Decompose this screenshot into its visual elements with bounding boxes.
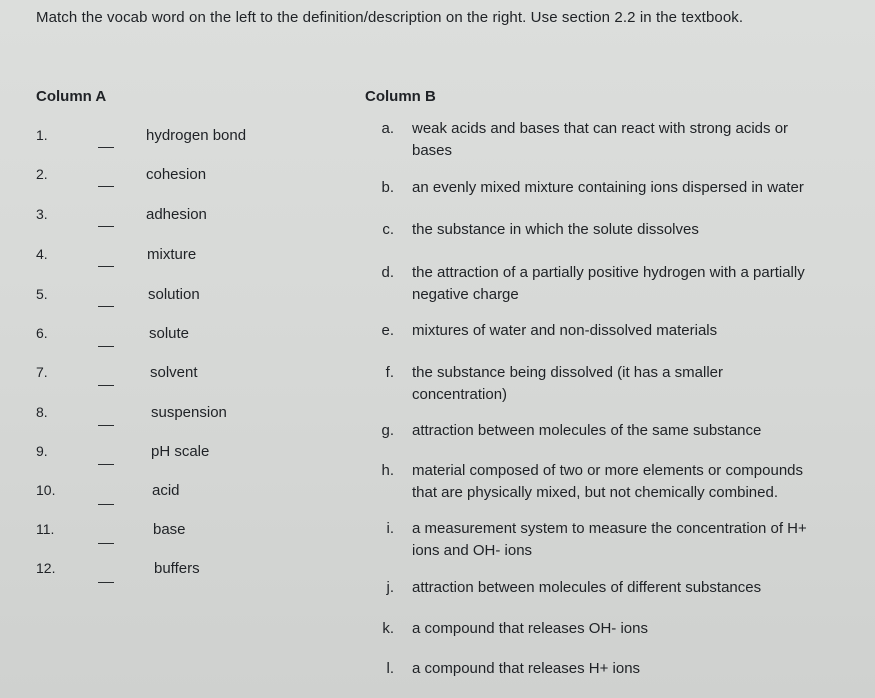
vocab-word: solvent	[150, 364, 198, 381]
definition-line: negative charge	[412, 286, 519, 303]
vocab-word: cohesion	[146, 166, 207, 183]
definition-letter: l.	[386, 660, 394, 677]
definition-line: the attraction of a partially positive hydrogen with a partially	[412, 264, 805, 281]
definition-text	[412, 618, 852, 640]
vocab-word: solute	[149, 325, 190, 342]
definition-letter: d.	[381, 264, 394, 281]
definition-letter: g.	[381, 422, 394, 439]
vocab-word: solution	[148, 286, 200, 303]
vocab-word: pH scale	[151, 443, 210, 460]
instructions: Match the vocab word on the left to the definition/description on the right. Use section 2.2 in the textbook.	[36, 9, 744, 26]
definition-line: attraction between molecules of the same substance	[412, 422, 762, 439]
definition-line: that are physically mixed, but not chemically combined.	[412, 484, 779, 501]
vocab-word: hydrogen bond	[146, 127, 247, 144]
vocab-word: base	[153, 521, 186, 538]
column-a-item	[36, 166, 336, 206]
vocab-word: adhesion	[146, 206, 207, 223]
definition-line: an evenly mixed mixture containing ions dispersed in water	[412, 179, 804, 196]
answer-blank[interactable]	[98, 464, 114, 465]
definition-text	[412, 577, 852, 599]
answer-blank[interactable]	[98, 346, 114, 347]
item-number: 7.	[36, 364, 48, 380]
column-a-header: Column A	[36, 88, 107, 105]
column-a-item	[36, 560, 336, 600]
column-a-item	[36, 286, 336, 326]
answer-blank[interactable]	[98, 186, 114, 187]
definition-text	[412, 362, 852, 406]
definition-letter: c.	[382, 221, 394, 238]
definition-line: mixtures of water and non-dissolved materials	[412, 322, 718, 339]
item-number: 8.	[36, 404, 48, 420]
definition-letter: b.	[381, 179, 394, 196]
item-number: 12.	[36, 560, 56, 576]
definition-letter: h.	[381, 462, 394, 479]
definition-line: the substance being dissolved (it has a smaller	[412, 364, 724, 381]
definition-line: material composed of two or more elements or compounds	[412, 462, 804, 479]
item-number: 6.	[36, 325, 48, 341]
definition-text	[412, 177, 852, 199]
definition-letter: f.	[385, 364, 394, 381]
item-number: 9.	[36, 443, 48, 459]
answer-blank[interactable]	[98, 543, 114, 544]
answer-blank[interactable]	[98, 266, 114, 267]
definition-line: a compound that releases OH- ions	[412, 620, 648, 637]
definition-text	[412, 118, 852, 162]
column-a-item	[36, 127, 336, 167]
column-a-item	[36, 482, 336, 522]
item-number: 4.	[36, 246, 48, 262]
answer-blank[interactable]	[98, 306, 114, 307]
definition-line: concentration)	[412, 386, 508, 403]
item-number: 5.	[36, 286, 48, 302]
item-number: 3.	[36, 206, 48, 222]
definition-text	[412, 658, 852, 680]
definition-line: attraction between molecules of different substances	[412, 579, 762, 596]
item-number: 10.	[36, 482, 56, 498]
definition-letter: e.	[381, 322, 394, 339]
definition-text	[412, 460, 852, 504]
answer-blank[interactable]	[98, 147, 114, 148]
column-a-item	[36, 364, 336, 404]
answer-blank[interactable]	[98, 385, 114, 386]
answer-blank[interactable]	[98, 425, 114, 426]
vocab-word: buffers	[154, 560, 200, 577]
definition-line: the substance in which the solute dissolves	[412, 221, 699, 238]
definition-line: bases	[412, 142, 453, 159]
definition-letter: i.	[386, 520, 394, 537]
definition-text	[412, 518, 852, 562]
answer-blank[interactable]	[98, 226, 114, 227]
definition-text	[412, 320, 852, 342]
definition-line: weak acids and bases that can react with strong acids or	[412, 120, 789, 137]
column-a-item	[36, 521, 336, 561]
definition-text	[412, 219, 852, 241]
vocab-word: mixture	[147, 246, 197, 263]
column-b-header: Column B	[365, 88, 436, 105]
column-a-item	[36, 246, 336, 286]
item-number: 2.	[36, 166, 48, 182]
definition-line: ions and OH- ions	[412, 542, 533, 559]
definition-line: a compound that releases H+ ions	[412, 660, 641, 677]
vocab-word: acid	[152, 482, 180, 499]
definition-text	[412, 262, 852, 306]
column-a-item	[36, 325, 336, 365]
column-a-item	[36, 206, 336, 246]
definition-line: a measurement system to measure the concentration of H+	[412, 520, 807, 537]
item-number: 1.	[36, 127, 48, 143]
item-number: 11.	[36, 521, 55, 537]
column-a-item	[36, 404, 336, 444]
vocab-word: suspension	[151, 404, 227, 421]
definition-letter: a.	[381, 120, 394, 137]
column-a-item	[36, 443, 336, 483]
definition-letter: j.	[386, 579, 394, 596]
answer-blank[interactable]	[98, 582, 114, 583]
definition-text	[412, 420, 852, 442]
definition-letter: k.	[382, 620, 394, 637]
answer-blank[interactable]	[98, 504, 114, 505]
